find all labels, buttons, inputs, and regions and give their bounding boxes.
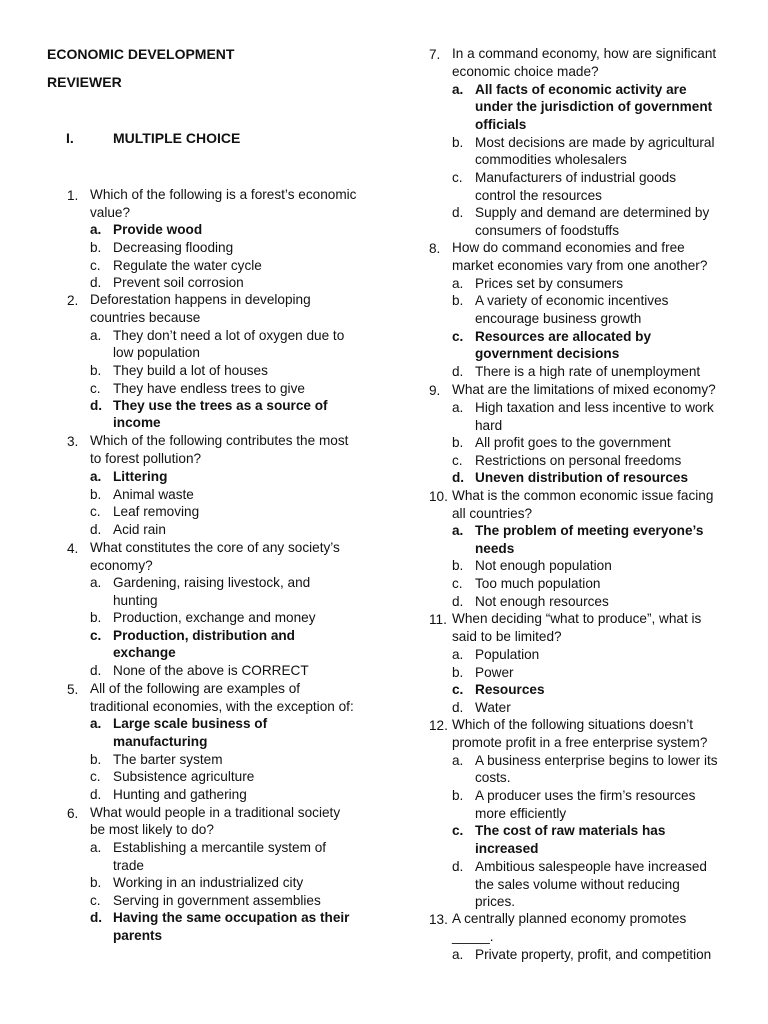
option-letter: c. xyxy=(90,769,101,784)
option-text: encourage business growth xyxy=(475,311,642,326)
option-letter: d. xyxy=(452,594,464,609)
answer-option: needs xyxy=(475,541,515,556)
option-letter: d. xyxy=(90,663,102,678)
question-text: economy? xyxy=(90,558,153,573)
option-letter: b. xyxy=(452,665,464,680)
answer-option: Resources are allocated by xyxy=(475,329,652,344)
answer-option: under the jurisdiction of government xyxy=(475,99,713,114)
option-letter: a. xyxy=(452,523,464,538)
option-letter: b. xyxy=(90,875,102,890)
option-letter: c. xyxy=(90,381,101,396)
option-text: costs. xyxy=(475,770,511,785)
option-text: trade xyxy=(113,858,144,873)
question-number: 2. xyxy=(67,293,79,308)
option-text: Decreasing flooding xyxy=(113,240,234,255)
option-text: Private property, profit, and competition xyxy=(475,947,712,962)
question-number: 12. xyxy=(429,718,448,733)
option-letter: b. xyxy=(452,293,464,308)
option-text: Supply and demand are determined by xyxy=(475,205,710,220)
question-number: 13. xyxy=(429,912,448,927)
option-text: low population xyxy=(113,345,200,360)
option-text: High taxation and less incentive to work xyxy=(475,400,714,415)
option-text: Serving in government assemblies xyxy=(113,893,321,908)
question-text: When deciding “what to produce”, what is xyxy=(452,611,702,626)
question-text: All of the following are examples of xyxy=(90,681,301,696)
option-letter: a. xyxy=(452,947,464,962)
option-text: Animal waste xyxy=(113,487,194,502)
option-text: Acid rain xyxy=(113,522,166,537)
option-letter: b. xyxy=(452,788,464,803)
option-text: Hunting and gathering xyxy=(113,787,247,802)
option-text: Population xyxy=(475,647,540,662)
answer-option: Having the same occupation as their xyxy=(113,910,350,925)
option-letter: b. xyxy=(90,363,102,378)
option-text: Prices set by consumers xyxy=(475,276,624,291)
option-text: Too much population xyxy=(475,576,601,591)
option-text: prices. xyxy=(475,894,516,909)
answer-option: officials xyxy=(475,117,527,132)
answer-option: exchange xyxy=(113,645,176,660)
answer-option: They use the trees as a source of xyxy=(113,398,328,413)
option-text: Regulate the water cycle xyxy=(113,258,262,273)
question-text: What constitutes the core of any society’s xyxy=(90,540,340,555)
option-text: control the resources xyxy=(475,188,602,203)
option-text: consumers of foodstuffs xyxy=(475,223,620,238)
option-letter: a. xyxy=(90,222,102,237)
option-letter: a. xyxy=(452,753,464,768)
option-letter: c. xyxy=(452,453,463,468)
question-number: 3. xyxy=(67,434,79,449)
section-number: I. xyxy=(66,130,74,146)
option-text: They don’t need a lot of oxygen due to xyxy=(113,328,345,343)
answer-option: Littering xyxy=(113,469,168,484)
option-letter: a. xyxy=(452,276,464,291)
question-text: said to be limited? xyxy=(452,629,562,644)
option-text: Establishing a mercantile system of xyxy=(113,840,327,855)
option-text: Ambitious salespeople have increased xyxy=(475,859,707,874)
option-text: Leaf removing xyxy=(113,504,200,519)
question-number: 9. xyxy=(429,383,441,398)
option-letter: c. xyxy=(90,628,102,643)
option-letter: a. xyxy=(90,328,102,343)
question-number: 7. xyxy=(429,47,441,62)
answer-option: All facts of economic activity are xyxy=(475,82,687,97)
question-number: 8. xyxy=(429,241,441,256)
option-text: None of the above is CORRECT xyxy=(113,663,309,678)
option-letter: d. xyxy=(452,205,464,220)
option-text: the sales volume without reducing xyxy=(475,877,680,892)
option-letter: c. xyxy=(452,576,463,591)
option-text: Manufacturers of industrial goods xyxy=(475,170,676,185)
option-letter: c. xyxy=(90,893,101,908)
question-number: 10. xyxy=(429,489,448,504)
answer-option: increased xyxy=(475,841,539,856)
option-letter: c. xyxy=(452,170,463,185)
option-letter: d. xyxy=(90,910,103,925)
answer-option: manufacturing xyxy=(113,734,208,749)
question-text: In a command economy, how are significant xyxy=(452,46,717,61)
option-text: Restrictions on personal freedoms xyxy=(475,453,682,468)
question-text: What is the common economic issue facing xyxy=(452,488,714,503)
option-letter: b. xyxy=(452,135,464,150)
option-text: Power xyxy=(475,665,514,680)
option-text: A business enterprise begins to lower its xyxy=(475,753,718,768)
answer-option: parents xyxy=(113,928,163,943)
option-letter: d. xyxy=(90,522,102,537)
question-text: be most likely to do? xyxy=(90,822,214,837)
option-text: They build a lot of houses xyxy=(113,363,268,378)
option-letter: d. xyxy=(452,470,465,485)
question-text: market economies vary from one another? xyxy=(452,258,708,273)
question-text: promote profit in a free enterprise system? xyxy=(452,735,708,750)
question-text: What are the limitations of mixed economy? xyxy=(452,382,716,397)
option-letter: b. xyxy=(452,558,464,573)
option-letter: a. xyxy=(452,647,464,662)
question-text: _____. xyxy=(452,929,494,944)
option-text: hard xyxy=(475,418,503,433)
option-text: Gardening, raising livestock, and xyxy=(113,575,311,590)
document-subtitle: REVIEWER xyxy=(47,74,122,90)
option-text: There is a high rate of unemployment xyxy=(475,364,701,379)
answer-option: Uneven distribution of resources xyxy=(475,470,689,485)
option-letter: b. xyxy=(90,752,102,767)
option-letter: c. xyxy=(452,329,464,344)
option-text: A producer uses the firm’s resources xyxy=(475,788,696,803)
section-title: MULTIPLE CHOICE xyxy=(113,130,241,146)
option-text: All profit goes to the government xyxy=(475,435,671,450)
option-letter: c. xyxy=(90,258,101,273)
question-text: A centrally planned economy promotes xyxy=(452,911,687,926)
answer-option: Production, distribution and xyxy=(113,628,295,643)
option-text: A variety of economic incentives xyxy=(475,293,669,308)
option-letter: d. xyxy=(452,700,464,715)
option-text: Production, exchange and money xyxy=(113,610,316,625)
question-text: Which of the following contributes the most xyxy=(90,433,349,448)
question-number: 5. xyxy=(67,682,79,697)
option-text: more efficiently xyxy=(475,806,567,821)
option-letter: c. xyxy=(90,504,101,519)
option-text: Subsistence agriculture xyxy=(113,769,255,784)
question-text: Which of the following is a forest’s economic xyxy=(90,187,357,202)
question-text: Deforestation happens in developing xyxy=(90,292,311,307)
option-letter: b. xyxy=(90,240,102,255)
answer-option: income xyxy=(113,415,161,430)
option-letter: b. xyxy=(90,610,102,625)
question-number: 6. xyxy=(67,806,79,821)
answer-option: The cost of raw materials has xyxy=(475,823,666,838)
option-text: Not enough population xyxy=(475,558,612,573)
answer-option: Provide wood xyxy=(113,222,203,237)
option-text: Not enough resources xyxy=(475,594,609,609)
option-letter: d. xyxy=(452,364,464,379)
option-letter: c. xyxy=(452,823,464,838)
option-letter: d. xyxy=(90,275,102,290)
option-letter: a. xyxy=(90,469,102,484)
option-letter: a. xyxy=(90,716,102,731)
answer-option: The problem of meeting everyone’s xyxy=(475,523,704,538)
option-text: commodities wholesalers xyxy=(475,152,627,167)
question-number: 11. xyxy=(429,612,447,627)
question-text: traditional economies, with the exception of: xyxy=(90,699,354,714)
option-text: Working in an industrialized city xyxy=(113,875,304,890)
option-letter: c. xyxy=(452,682,464,697)
question-text: countries because xyxy=(90,310,201,325)
option-letter: a. xyxy=(90,840,102,855)
question-text: value? xyxy=(90,205,131,220)
option-letter: d. xyxy=(90,787,102,802)
question-text: How do command economies and free xyxy=(452,240,685,255)
answer-option: government decisions xyxy=(475,346,620,361)
option-text: The barter system xyxy=(113,752,223,767)
option-letter: b. xyxy=(90,487,102,502)
option-text: Most decisions are made by agricultural xyxy=(475,135,715,150)
option-letter: d. xyxy=(452,859,464,874)
option-text: Prevent soil corrosion xyxy=(113,275,244,290)
option-letter: b. xyxy=(452,435,464,450)
question-number: 1. xyxy=(67,188,79,203)
option-text: They have endless trees to give xyxy=(113,381,305,396)
answer-option: Large scale business of xyxy=(113,716,268,731)
document-title: ECONOMIC DEVELOPMENT xyxy=(47,46,235,62)
option-letter: a. xyxy=(90,575,102,590)
question-text: economic choice made? xyxy=(452,64,599,79)
question-text: What would people in a traditional society xyxy=(90,805,341,820)
question-text: all countries? xyxy=(452,506,533,521)
option-text: hunting xyxy=(113,593,158,608)
question-number: 4. xyxy=(67,541,79,556)
option-letter: a. xyxy=(452,82,464,97)
option-letter: d. xyxy=(90,398,103,413)
question-text: Which of the following situations doesn’t xyxy=(452,717,694,732)
option-text: Water xyxy=(475,700,511,715)
question-text: to forest pollution? xyxy=(90,451,202,466)
answer-option: Resources xyxy=(475,682,545,697)
option-letter: a. xyxy=(452,400,464,415)
